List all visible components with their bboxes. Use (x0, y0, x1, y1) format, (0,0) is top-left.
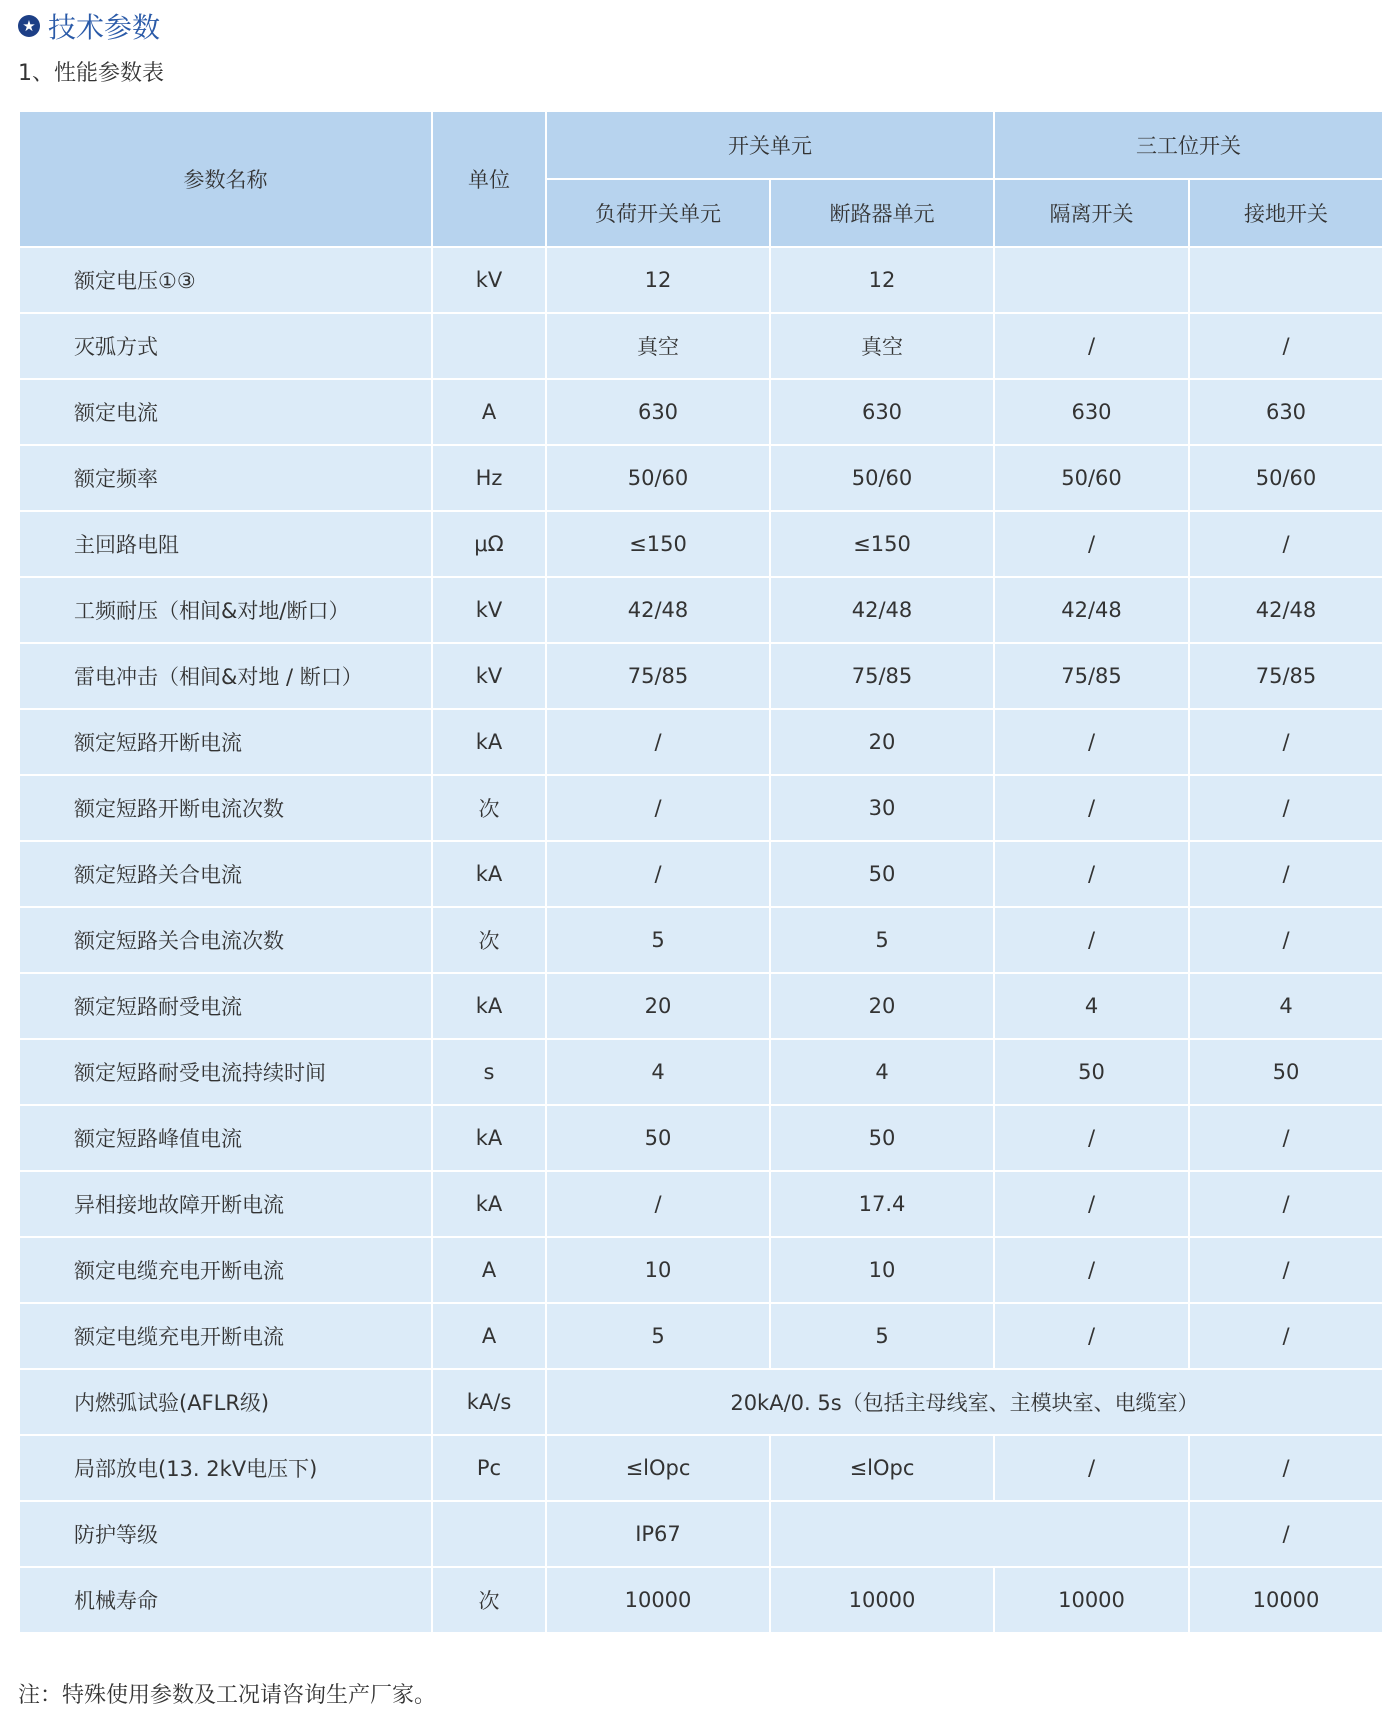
cell-isolating: 10000 (994, 1567, 1189, 1633)
table-subtitle: 1、性能参数表 (18, 61, 164, 86)
cell-breaker: 真空 (770, 313, 994, 379)
cell-isolating: / (994, 775, 1189, 841)
cell-earthing: 50 (1189, 1039, 1383, 1105)
cell-breaker: ≤150 (770, 511, 994, 577)
cell-unit: Hz (432, 445, 546, 511)
cell-breaker: 5 (770, 907, 994, 973)
cell-param-name: 额定短路开断电流 (19, 709, 432, 775)
header-unit: 单位 (432, 111, 546, 247)
cell-earthing: 630 (1189, 379, 1383, 445)
cell-isolating: / (994, 1237, 1189, 1303)
header-three-position-group: 三工位开关 (994, 111, 1383, 179)
cell-load-switch: ≤lOpc (546, 1435, 770, 1501)
cell-load-switch: 42/48 (546, 577, 770, 643)
cell-param-name: 额定电缆充电开断电流 (19, 1303, 432, 1369)
cell-earthing: / (1189, 1303, 1383, 1369)
cell-load-switch: 630 (546, 379, 770, 445)
cell-earthing: / (1189, 1171, 1383, 1237)
cell-param-name: 异相接地故障开断电流 (19, 1171, 432, 1237)
table-body (19, 247, 1383, 1633)
cell-unit: 次 (432, 1567, 546, 1633)
table-row-arc-test (19, 1369, 1383, 1435)
table-row (19, 577, 1383, 643)
table-row (19, 907, 1383, 973)
cell-breaker: 20 (770, 973, 994, 1039)
cell-unit: 次 (432, 775, 546, 841)
star-circle-icon: ★ (18, 15, 40, 37)
table-row (19, 511, 1383, 577)
parameter-table (18, 110, 1384, 1634)
cell-earthing: / (1189, 1105, 1383, 1171)
cell-breaker: 75/85 (770, 643, 994, 709)
cell-earthing: 4 (1189, 973, 1383, 1039)
cell-load-switch: 10000 (546, 1567, 770, 1633)
cell-unit (432, 1501, 546, 1567)
cell-breaker: 20 (770, 709, 994, 775)
cell-protection-value: IP67 (546, 1501, 770, 1567)
cell-earthing: / (1189, 1435, 1383, 1501)
cell-isolating: / (994, 1435, 1189, 1501)
cell-earthing: 42/48 (1189, 577, 1383, 643)
cell-load-switch: 20 (546, 973, 770, 1039)
cell-isolating: / (994, 907, 1189, 973)
cell-unit: A (432, 1303, 546, 1369)
cell-breaker: 630 (770, 379, 994, 445)
cell-isolating: 4 (994, 973, 1189, 1039)
cell-load-switch: 12 (546, 247, 770, 313)
cell-param-name: 工频耐压（相间&对地/断口） (19, 577, 432, 643)
table-row-protection (19, 1501, 1383, 1567)
table-row (19, 1303, 1383, 1369)
cell-param-name: 额定短路关合电流次数 (19, 907, 432, 973)
cell-isolating: / (994, 313, 1189, 379)
cell-param-name: 灭弧方式 (19, 313, 432, 379)
cell-unit: kV (432, 247, 546, 313)
cell-unit: A (432, 1237, 546, 1303)
cell-load-switch: 真空 (546, 313, 770, 379)
cell-unit: Pc (432, 1435, 546, 1501)
cell-earthing: / (1189, 511, 1383, 577)
cell-unit: kV (432, 643, 546, 709)
header-load-switch-unit: 负荷开关单元 (546, 179, 770, 247)
cell-isolating: / (994, 709, 1189, 775)
section-title-text: 技术参数 (48, 11, 161, 44)
cell-earthing: 10000 (1189, 1567, 1383, 1633)
table-row-mechanical-life (19, 1567, 1383, 1633)
cell-isolating: 50/60 (994, 445, 1189, 511)
cell-unit: kA (432, 973, 546, 1039)
cell-unit (432, 313, 546, 379)
table-row (19, 379, 1383, 445)
cell-earthing: / (1189, 1237, 1383, 1303)
cell-load-switch: / (546, 841, 770, 907)
cell-load-switch: / (546, 1171, 770, 1237)
cell-isolating: / (994, 1171, 1189, 1237)
cell-breaker: 5 (770, 1303, 994, 1369)
cell-breaker: 42/48 (770, 577, 994, 643)
cell-isolating (994, 247, 1189, 313)
header-isolating-switch: 隔离开关 (994, 179, 1189, 247)
cell-isolating: / (994, 1105, 1189, 1171)
cell-param-name: 机械寿命 (19, 1567, 432, 1633)
cell-breaker: 30 (770, 775, 994, 841)
cell-param-name: 额定电流 (19, 379, 432, 445)
cell-load-switch: 75/85 (546, 643, 770, 709)
cell-unit: μΩ (432, 511, 546, 577)
cell-earthing: 75/85 (1189, 643, 1383, 709)
cell-param-name: 额定电缆充电开断电流 (19, 1237, 432, 1303)
parameter-table-wrapper (18, 110, 1382, 1634)
cell-breaker: 50 (770, 841, 994, 907)
cell-isolating: 630 (994, 379, 1189, 445)
cell-empty (770, 1501, 1189, 1567)
cell-load-switch: / (546, 775, 770, 841)
cell-load-switch: / (546, 709, 770, 775)
cell-breaker: 10 (770, 1237, 994, 1303)
cell-param-name: 额定短路开断电流次数 (19, 775, 432, 841)
cell-earthing: / (1189, 841, 1383, 907)
cell-earthing: / (1189, 907, 1383, 973)
cell-isolating: 42/48 (994, 577, 1189, 643)
cell-unit: A (432, 379, 546, 445)
cell-earthing: / (1189, 709, 1383, 775)
cell-param-name: 额定短路耐受电流 (19, 973, 432, 1039)
cell-load-switch: 50/60 (546, 445, 770, 511)
cell-isolating: / (994, 1303, 1189, 1369)
cell-load-switch: ≤150 (546, 511, 770, 577)
cell-earthing: / (1189, 775, 1383, 841)
cell-breaker: 12 (770, 247, 994, 313)
cell-breaker: 10000 (770, 1567, 994, 1633)
cell-param-name: 防护等级 (19, 1501, 432, 1567)
cell-param-name: 雷电冲击（相间&对地 / 断口） (19, 643, 432, 709)
header-switch-unit-group: 开关单元 (546, 111, 994, 179)
table-row (19, 841, 1383, 907)
table-row-partial-discharge (19, 1435, 1383, 1501)
cell-load-switch: 50 (546, 1105, 770, 1171)
cell-unit: kA (432, 1171, 546, 1237)
section-title (18, 6, 160, 46)
footnote: 注：特殊使用参数及工况请咨询生产厂家。 (18, 1683, 437, 1708)
cell-load-switch: 4 (546, 1039, 770, 1105)
cell-unit: kA (432, 1105, 546, 1171)
cell-earthing (1189, 247, 1383, 313)
cell-breaker: 17.4 (770, 1171, 994, 1237)
cell-load-switch: 5 (546, 907, 770, 973)
cell-breaker: 4 (770, 1039, 994, 1105)
cell-earthing: / (1189, 1501, 1383, 1567)
table-row (19, 1105, 1383, 1171)
table-row (19, 247, 1383, 313)
cell-param-name: 额定电压①③ (19, 247, 432, 313)
cell-isolating: 75/85 (994, 643, 1189, 709)
cell-param-name: 局部放电(13. 2kV电压下) (19, 1435, 432, 1501)
cell-earthing: / (1189, 313, 1383, 379)
cell-param-name: 额定短路关合电流 (19, 841, 432, 907)
cell-unit: s (432, 1039, 546, 1105)
cell-unit: kV (432, 577, 546, 643)
cell-param-name: 额定短路耐受电流持续时间 (19, 1039, 432, 1105)
cell-unit: kA (432, 841, 546, 907)
table-row (19, 313, 1383, 379)
header-breaker-unit: 断路器单元 (770, 179, 994, 247)
cell-isolating: 50 (994, 1039, 1189, 1105)
table-row (19, 643, 1383, 709)
cell-load-switch: 5 (546, 1303, 770, 1369)
cell-unit: 次 (432, 907, 546, 973)
table-row (19, 1237, 1383, 1303)
table-row (19, 1039, 1383, 1105)
cell-param-name: 主回路电阻 (19, 511, 432, 577)
table-row (19, 709, 1383, 775)
cell-breaker: 50/60 (770, 445, 994, 511)
cell-isolating: / (994, 841, 1189, 907)
cell-param-name: 额定频率 (19, 445, 432, 511)
cell-load-switch: 10 (546, 1237, 770, 1303)
cell-arc-test-value: 20kA/0. 5s（包括主母线室、主模块室、电缆室） (546, 1369, 1383, 1435)
cell-unit: kA/s (432, 1369, 546, 1435)
cell-isolating: / (994, 511, 1189, 577)
cell-unit: kA (432, 709, 546, 775)
cell-param-name: 内燃弧试验(AFLR级) (19, 1369, 432, 1435)
header-param-name: 参数名称 (19, 111, 432, 247)
table-row (19, 445, 1383, 511)
cell-earthing: 50/60 (1189, 445, 1383, 511)
table-row (19, 775, 1383, 841)
cell-param-name: 额定短路峰值电流 (19, 1105, 432, 1171)
header-earthing-switch: 接地开关 (1189, 179, 1383, 247)
cell-breaker: ≤lOpc (770, 1435, 994, 1501)
table-row (19, 973, 1383, 1039)
header-row-group (19, 111, 1383, 179)
cell-breaker: 50 (770, 1105, 994, 1171)
table-row (19, 1171, 1383, 1237)
